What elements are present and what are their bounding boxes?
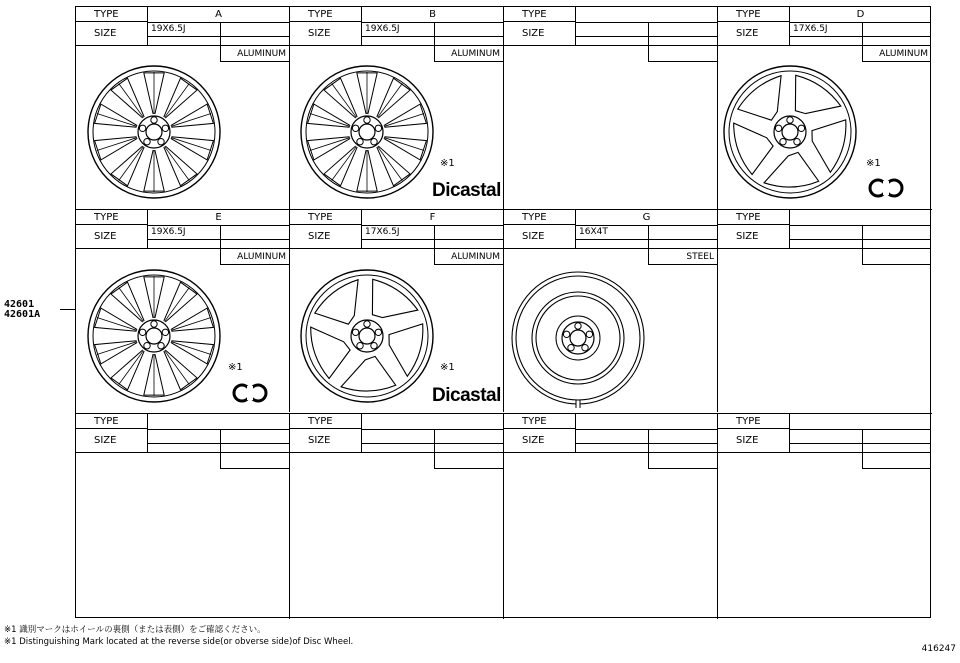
cell-header	[718, 210, 931, 248]
type-letter	[576, 414, 717, 430]
cell-header	[504, 7, 717, 45]
size-label: SIZE	[504, 429, 576, 452]
size-label: SIZE	[718, 22, 790, 45]
type-label: TYPE	[504, 210, 576, 225]
type-label: TYPE	[76, 210, 148, 225]
distinguishing-mark-note: ※1	[440, 362, 455, 373]
size-label: SIZE	[718, 225, 790, 248]
cell-header	[504, 210, 717, 262]
wheel-cell	[718, 210, 932, 412]
type-label: TYPE	[290, 7, 362, 22]
wheel-d-icon	[720, 62, 860, 202]
material-label: ALUMINUM	[434, 249, 503, 265]
material-label: ALUMINUM	[434, 46, 503, 62]
type-letter	[362, 414, 503, 430]
material-label	[220, 453, 289, 469]
size-label: SIZE	[76, 429, 148, 452]
size-value	[790, 225, 862, 239]
wheel-f-icon	[297, 266, 437, 406]
footnote-japanese: ※1 識別マークはホイールの裏側（または表側）をご確認ください。	[4, 625, 266, 635]
wheel-a-icon	[84, 62, 224, 202]
cell-header	[290, 210, 503, 262]
type-label: TYPE	[290, 414, 362, 429]
wheel-b-icon	[297, 62, 437, 202]
cell-header	[76, 414, 289, 452]
type-letter	[790, 414, 931, 430]
distinguishing-mark-note: ※1	[228, 362, 243, 373]
distinguishing-mark-note: ※1	[866, 158, 881, 169]
cell-header	[290, 7, 503, 59]
part-number: 42601A	[4, 309, 41, 320]
cell-header	[718, 414, 931, 452]
cell-header	[504, 414, 717, 452]
type-letter: F	[362, 210, 503, 226]
type-letter: D	[790, 7, 931, 23]
brand-mark: Dicastal	[432, 385, 501, 406]
wheel-cell	[504, 414, 718, 619]
size-value: 17X6.5J	[365, 227, 400, 237]
type-letter: E	[148, 210, 289, 226]
size-value	[576, 429, 648, 443]
size-value: 19X6.5J	[151, 227, 186, 237]
type-label: TYPE	[504, 7, 576, 22]
material-label	[648, 453, 717, 469]
material-label	[862, 249, 931, 265]
size-label: SIZE	[504, 225, 576, 248]
material-label	[862, 453, 931, 469]
type-letter: A	[148, 7, 289, 23]
leader-line	[60, 309, 75, 310]
size-label: SIZE	[290, 225, 362, 248]
material-label: ALUMINUM	[862, 46, 931, 62]
type-label: TYPE	[718, 210, 790, 225]
material-label: ALUMINUM	[220, 46, 289, 62]
cell-header	[718, 7, 931, 59]
size-value: 19X6.5J	[365, 24, 400, 34]
wheel-cell	[76, 414, 290, 619]
size-value	[576, 22, 648, 36]
size-label: SIZE	[504, 22, 576, 45]
document-id: 416247	[921, 644, 956, 654]
size-value: 19X6.5J	[151, 24, 186, 34]
brand-mark: Dicastal	[432, 180, 501, 201]
part-number-label	[4, 300, 40, 320]
wheel-cell	[504, 7, 718, 209]
cell-header	[76, 7, 289, 59]
part-number: 42601	[4, 299, 35, 310]
type-label: TYPE	[290, 210, 362, 225]
size-value: 16X4T	[579, 227, 608, 237]
size-value	[790, 429, 862, 443]
type-letter: G	[576, 210, 717, 226]
size-value	[148, 429, 220, 443]
type-label: TYPE	[76, 414, 148, 429]
type-letter	[148, 414, 289, 430]
type-label: TYPE	[718, 7, 790, 22]
material-label	[648, 46, 717, 62]
distinguishing-mark-note: ※1	[440, 158, 455, 169]
cell-header	[290, 414, 503, 452]
cell-header	[76, 210, 289, 262]
material-label: ALUMINUM	[220, 249, 289, 265]
footnote-english: ※1 Distinguishing Mark located at the reverse side(or obverse side)of Disc Wheel.	[4, 637, 354, 647]
type-letter: B	[362, 7, 503, 23]
size-label: SIZE	[290, 429, 362, 452]
size-label: SIZE	[718, 429, 790, 452]
size-label: SIZE	[76, 225, 148, 248]
wheel-cell	[718, 414, 932, 619]
distinguishing-mark-icon	[232, 383, 272, 405]
type-label: TYPE	[718, 414, 790, 429]
material-label: STEEL	[648, 249, 717, 265]
wheel-cell	[290, 414, 504, 619]
type-letter	[576, 7, 717, 23]
size-value: 17X6.5J	[793, 24, 828, 34]
size-label: SIZE	[76, 22, 148, 45]
material-label	[434, 453, 503, 469]
type-letter	[790, 210, 931, 226]
wheel-e-icon	[84, 266, 224, 406]
distinguishing-mark-icon	[868, 178, 908, 200]
type-label: TYPE	[76, 7, 148, 22]
size-label: SIZE	[290, 22, 362, 45]
type-label: TYPE	[504, 414, 576, 429]
size-value	[362, 429, 434, 443]
spare-wheel-g-icon	[508, 268, 648, 408]
